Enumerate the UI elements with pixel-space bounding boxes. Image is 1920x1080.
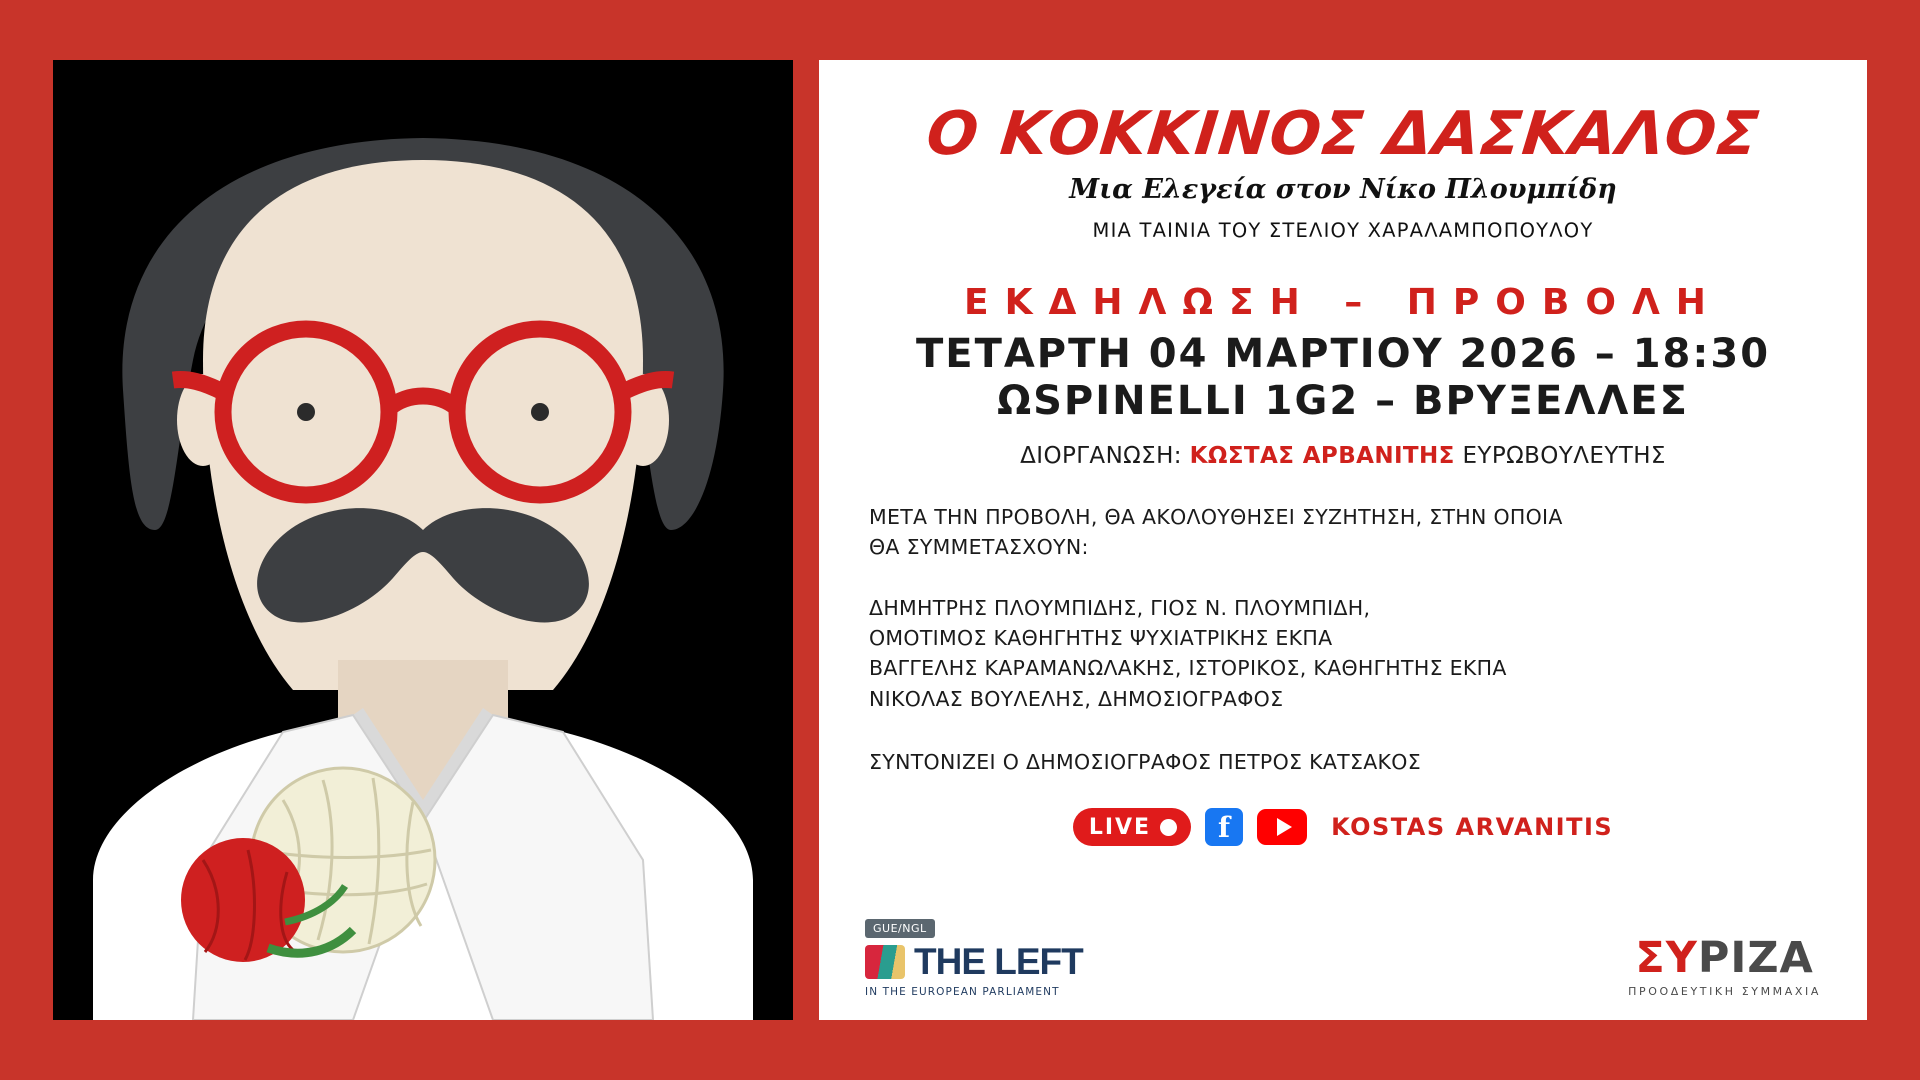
syriza-subtitle: ΠΡΟΟΔΕΥΤΙΚΗ ΣΥΜΜΑΧΙΑ bbox=[1628, 985, 1821, 998]
panelist-name: ΒΑΓΓΕΛΗΣ ΚΑΡΑΜΑΝΩΛΑΚΗΣ bbox=[869, 656, 1175, 681]
portrait-svg bbox=[53, 60, 793, 1020]
panelist-desc: , ΔΗΜΟΣΙΟΓΡΑΦΟΣ bbox=[1084, 686, 1284, 711]
panelist-desc: , ΙΣΤΟΡΙΚΟΣ, ΚΑΘΗΓΗΤΗΣ ΕΚΠΑ bbox=[1174, 656, 1507, 681]
syriza-wordmark bbox=[1635, 933, 1814, 983]
footer-logos bbox=[859, 919, 1827, 1002]
discussion-intro-line1: ΜΕΤΑ ΤΗΝ ΠΡΟΒΟΛΗ, ΘΑ ΑΚΟΛΟΥΘΗΣΕΙ ΣΥΖΗΤΗΣΗ, ΣΤΗΝ ΟΠΟΙΑ bbox=[869, 505, 1563, 530]
moderator-label: ΣΥΝΤΟΝΙΖΕΙ Ο ΔΗΜΟΣΙΟΓΡΑΦΟΣ bbox=[869, 750, 1212, 775]
syriza-word-part1: ΣΥ bbox=[1635, 933, 1698, 983]
panelist-desc-second-line: ΟΜΟΤΙΜΟΣ ΚΑΘΗΓΗΤΗΣ ΨΥΧΙΑΤΡΙΚΗΣ ΕΚΠΑ bbox=[869, 626, 1333, 651]
panelist-name: ΔΗΜΗΤΡΗΣ ΠΛΟΥΜΠΙΔΗΣ bbox=[869, 595, 1137, 620]
list-item bbox=[869, 684, 1827, 714]
list-item bbox=[869, 593, 1827, 623]
discussion-intro bbox=[859, 503, 1827, 562]
organizer-line bbox=[859, 443, 1827, 469]
the-left-logo-main bbox=[865, 941, 1083, 983]
guengl-tag: GUE/NGL bbox=[865, 919, 935, 938]
the-left-subtitle: IN THE EUROPEAN PARLIAMENT bbox=[865, 986, 1060, 998]
moderator-name: ΠΕΤΡΟΣ ΚΑΤΣΑΚΟΣ bbox=[1218, 750, 1421, 775]
facebook-glyph: f bbox=[1218, 810, 1231, 844]
discussion-intro-line2: ΘΑ ΣΥΜΜΕΤΑΣΧΟΥΝ: bbox=[869, 535, 1089, 560]
the-left-flag-icon bbox=[865, 945, 905, 979]
event-info-card bbox=[819, 60, 1867, 1020]
film-subtitle: Μια Ελεγεία στον Νίκο Πλουμπίδη bbox=[1069, 174, 1617, 205]
youtube-icon[interactable] bbox=[1257, 809, 1307, 845]
live-channel-name: KOSTAS ARVANITIS bbox=[1331, 813, 1614, 842]
film-director-credit: ΜΙΑ ΤΑΙΝΙΑ ΤΟΥ ΣΤΕΛΙΟΥ ΧΑΡΑΛΑΜΠΟΠΟΥΛΟΥ bbox=[1092, 219, 1594, 242]
live-stream-row bbox=[859, 808, 1827, 846]
panelist-desc: , ΓΙΟΣ Ν. ΠΛΟΥΜΠΙΔΗ, bbox=[1136, 595, 1371, 620]
live-label: LIVE bbox=[1088, 814, 1152, 840]
organizer-role: ΕΥΡΩΒΟΥΛΕΥΤΗΣ bbox=[1462, 443, 1666, 470]
facebook-icon[interactable] bbox=[1205, 808, 1243, 846]
event-kind: ΕΚΔΗΛΩΣΗ – ΠΡΟΒΟΛΗ bbox=[964, 282, 1722, 323]
organizer-name: ΚΩΣΤΑΣ ΑΡΒΑΝΙΤΗΣ bbox=[1189, 443, 1455, 470]
syriza-word-part2: ΡΙΖΑ bbox=[1697, 933, 1814, 983]
event-datetime: ΤΕΤΑΡΤΗ 04 ΜΑΡΤΙΟΥ 2026 – 18:30 bbox=[915, 331, 1771, 377]
panelists-list bbox=[859, 593, 1827, 714]
live-badge bbox=[1073, 808, 1191, 846]
organizer-label: ΔΙΟΡΓΑΝΩΣΗ: bbox=[1020, 443, 1182, 470]
record-dot-icon bbox=[1160, 819, 1177, 836]
list-item bbox=[869, 653, 1827, 683]
the-left-wordmark: THE LEFT bbox=[914, 941, 1083, 982]
portrait-illustration bbox=[53, 60, 793, 1020]
film-title: Ο ΚΟΚΚΙΝΟΣ ΔΑΣΚΑΛΟΣ bbox=[923, 99, 1763, 169]
play-triangle-icon bbox=[1277, 818, 1292, 836]
syriza-logo bbox=[1628, 933, 1821, 998]
the-left-logo bbox=[865, 919, 1083, 998]
moderator-line bbox=[859, 750, 1827, 774]
panelist-name: ΝΙΚΟΛΑΣ ΒΟΥΛΕΛΗΣ bbox=[869, 686, 1085, 711]
event-venue: ΩSPINELLI 1G2 – ΒΡΥΞΕΛΛΕΣ bbox=[997, 378, 1689, 425]
